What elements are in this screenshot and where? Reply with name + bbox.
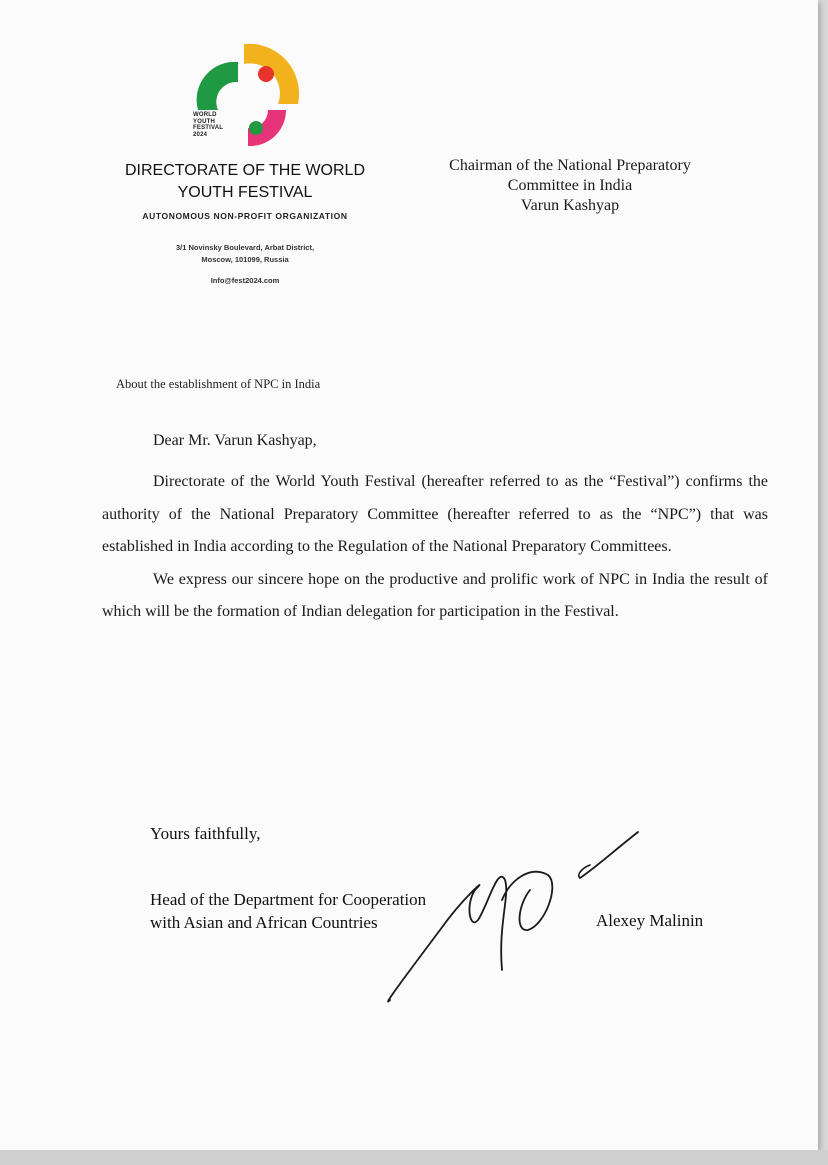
letter-subject: About the establishment of NPC in India	[116, 377, 321, 391]
recipient-line2: Committee in India	[507, 177, 633, 194]
sender-email: Info@fest2024.com	[210, 276, 280, 285]
logo-text-line: FESTIVAL	[193, 125, 224, 131]
recipient-line1: Chairman of the National Preparatory	[449, 157, 691, 174]
sender-title-line2: YOUTH FESTIVAL	[177, 184, 313, 201]
signatory-name: Alexey Malinin	[596, 911, 704, 930]
logo-green-dot	[249, 121, 263, 135]
signatory-role-line2: with Asian and African Countries	[150, 913, 378, 932]
recipient-block	[420, 156, 720, 216]
letter-paragraph-2: We express our sincere hope on the productive and prolific work of NPC in India the result of which will be the formation of Indian delegation for participation in the Festival.	[102, 570, 768, 620]
sender-subtitle: AUTONOMOUS NON-PROFIT ORGANIZATION	[142, 211, 348, 221]
letter-paragraph-1: Directorate of the World Youth Festival (hereafter referred to as the “Festival”) confirms the authority of the National Preparatory Committee (hereafter referred to as the “NPC”) that was established in India according to the Regulation of the National Preparatory Committees.	[102, 473, 768, 555]
letter-salutation: Dear Mr. Varun Kashyap,	[153, 432, 317, 449]
logo-text-line: YOUTH	[193, 118, 215, 125]
scan-bottom-edge	[0, 1150, 828, 1165]
logo-text-line: WORLD	[193, 112, 217, 118]
recipient-line3: Varun Kashyap	[520, 197, 620, 214]
letter-closing: Yours faithfully,	[150, 824, 261, 843]
logo-wordmark	[193, 112, 223, 138]
sender-address	[100, 242, 390, 266]
festival-logo	[186, 40, 306, 160]
sender-title	[100, 160, 390, 204]
logo-green-arc	[197, 62, 238, 110]
letter-body	[102, 466, 768, 629]
signatory-role-line1: Head of the Department for Cooperation	[150, 890, 427, 909]
logo-red-dot	[258, 66, 274, 82]
sender-address-line2: Moscow, 101099, Russia	[201, 255, 289, 264]
sender-title-line1: DIRECTORATE OF THE WORLD	[124, 162, 365, 179]
sender-address-line1: 3/1 Novinsky Boulevard, Arbat District,	[175, 243, 315, 252]
logo-text-line: 2024	[193, 131, 208, 138]
